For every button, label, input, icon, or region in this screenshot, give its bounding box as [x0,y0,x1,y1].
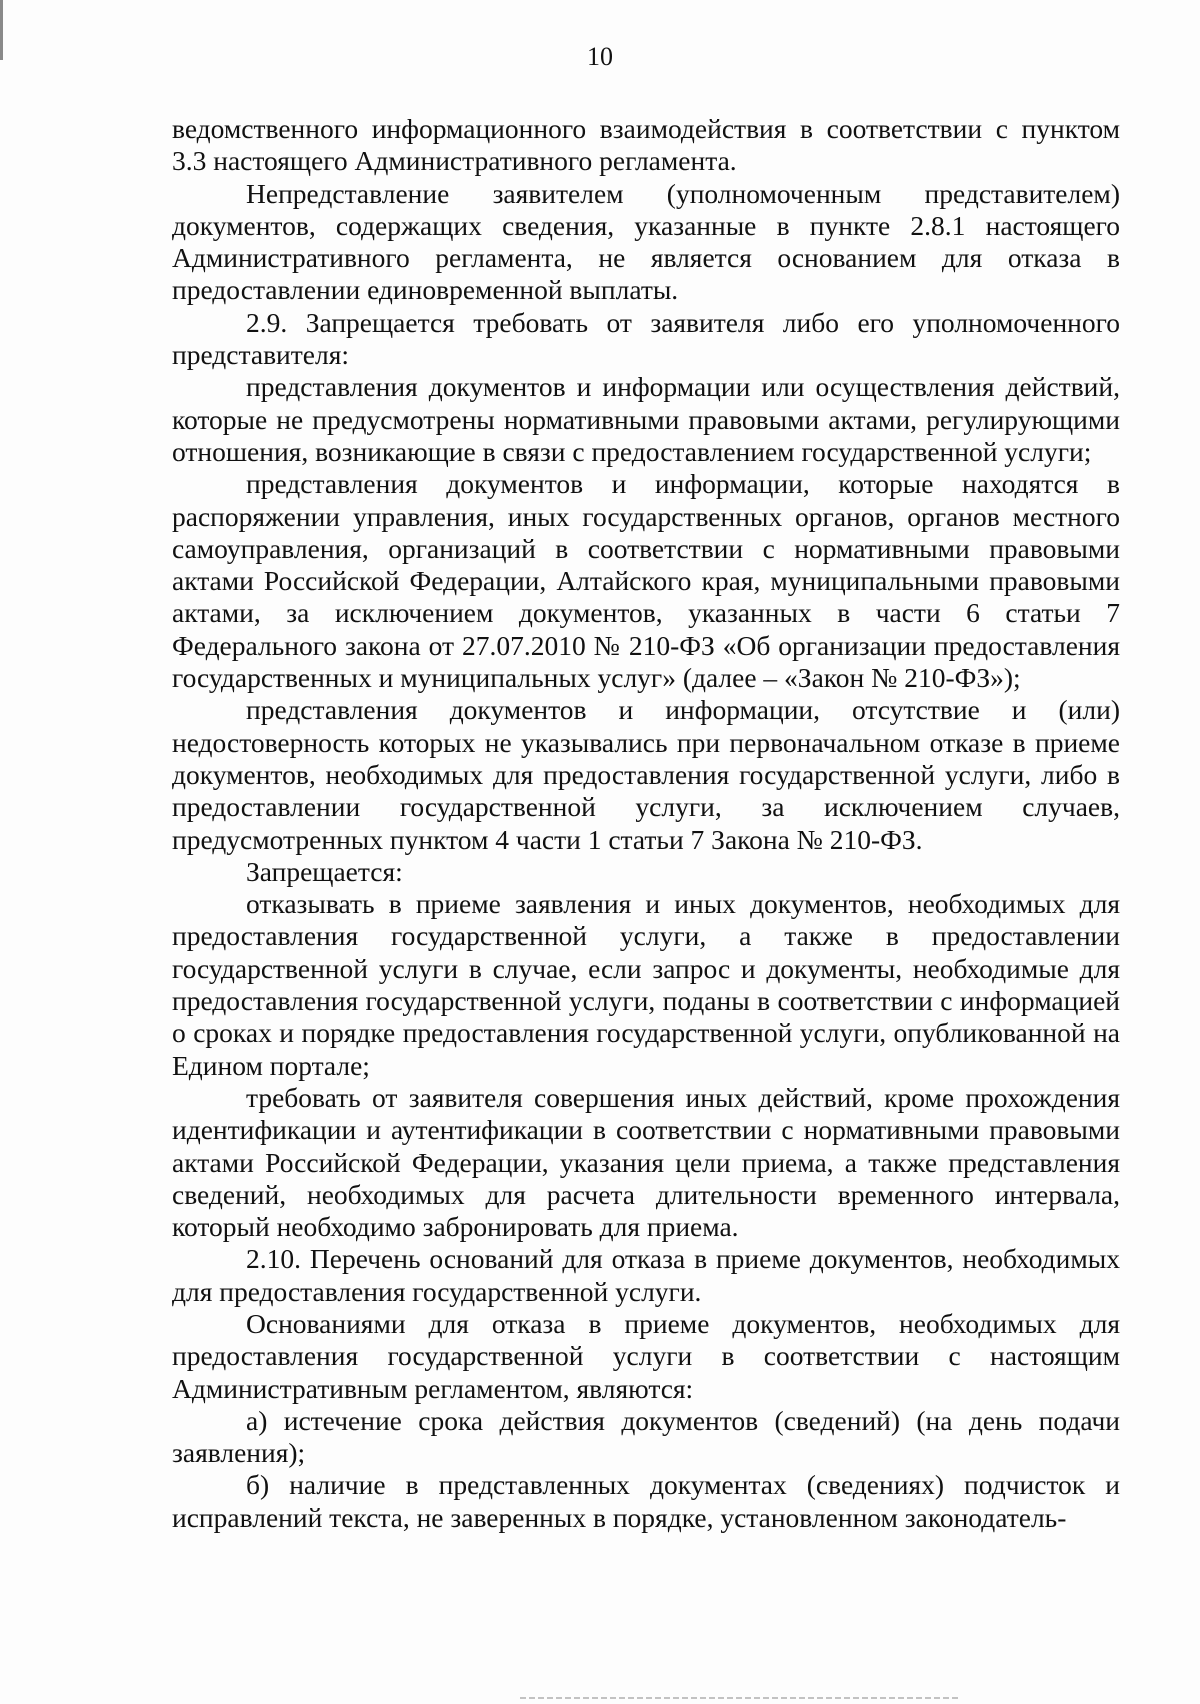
paragraph-item-a: а) истечение срока действия документов (сведений) (на день подачи заявления); [172,1404,1120,1469]
paragraph: отказывать в приеме заявления и иных документов, необходимых для предоставления государственной услуги, а также в предоставлении государственной услуги в случае, если запрос и документы, необходимые для предоставления государственной услуги, поданы в соответствии с информацией о сроках и порядке предоставления государственной услуги, опубликованной на Едином портале; [172,888,1120,1081]
paragraph-section-2-10: 2.10. Перечень оснований для отказа в приеме документов, необходимых для предоставления государственной услуги. [172,1243,1120,1307]
paragraph: Непредставление заявителем (уполномоченным представителем) документов, содержащих сведения, указанные в пункте 2.8.1 настоящего Административного регламента, не является основанием для отказа в предоставлении единовременной выплаты. [172,177,1120,306]
paragraph: представления документов и информации или осуществления действий, которые не предусмотрены нормативными правовыми актами, регулирующими отношения, возникающие в связи с предоставлением государственной услуги; [172,371,1120,467]
paragraph-section-2-9: 2.9. Запрещается требовать от заявителя либо его уполномоченного представителя: [172,306,1120,371]
paragraph: представления документов и информации, которые находятся в распоряжении управления, иных государственных органов, органов местного самоуправления, организаций в соответствии с нормативными правовыми актами Российской Федерации, Алтайского края, муниципальными правовыми актами, за исключением документов, указанных в части 6 статьи 7 Федерального закона от 27.07.2010 № 210-ФЗ «Об организации предоставления государственных и муниципальных услуг» (далее – «Закон № 210-ФЗ»); [172,468,1120,694]
paragraph: требовать от заявителя совершения иных действий, кроме прохождения идентификации и аутентификации в соответствии с нормативными правовыми актами Российской Федерации, указания цели приема, а также представления сведений, необходимых для расчета длительности временного интервала, который необходимо забронировать для приема. [172,1081,1120,1243]
page-number: 10 [587,42,613,71]
paragraph: Основаниями для отказа в приеме документов, необходимых для предоставления государственной услуги в соответствии с настоящим Административным регламентом, являются: [172,1307,1120,1404]
bottom-scan-rule [520,1697,960,1699]
paragraph: Запрещается: [246,855,403,887]
document-body [172,113,1120,1534]
paragraph: ведомственного информационного взаимодействия в соответствии с пунктом 3.3 настоящего Административного регламента. [172,113,1120,177]
paragraph-item-b: б) наличие в представленных документах (сведениях) подчисток и исправлений текста, не заверенных в порядке, установленном законодатель- [172,1469,1120,1533]
paragraph: представления документов и информации, отсутствие и (или) недостоверность которых не указывались при первоначальном отказе в приеме документов, необходимых для предоставления государственной услуги, либо в предоставлении государственной услуги, за исключением случаев, предусмотренных пунктом 4 части 1 статьи 7 Закона № 210-ФЗ. [172,694,1120,855]
